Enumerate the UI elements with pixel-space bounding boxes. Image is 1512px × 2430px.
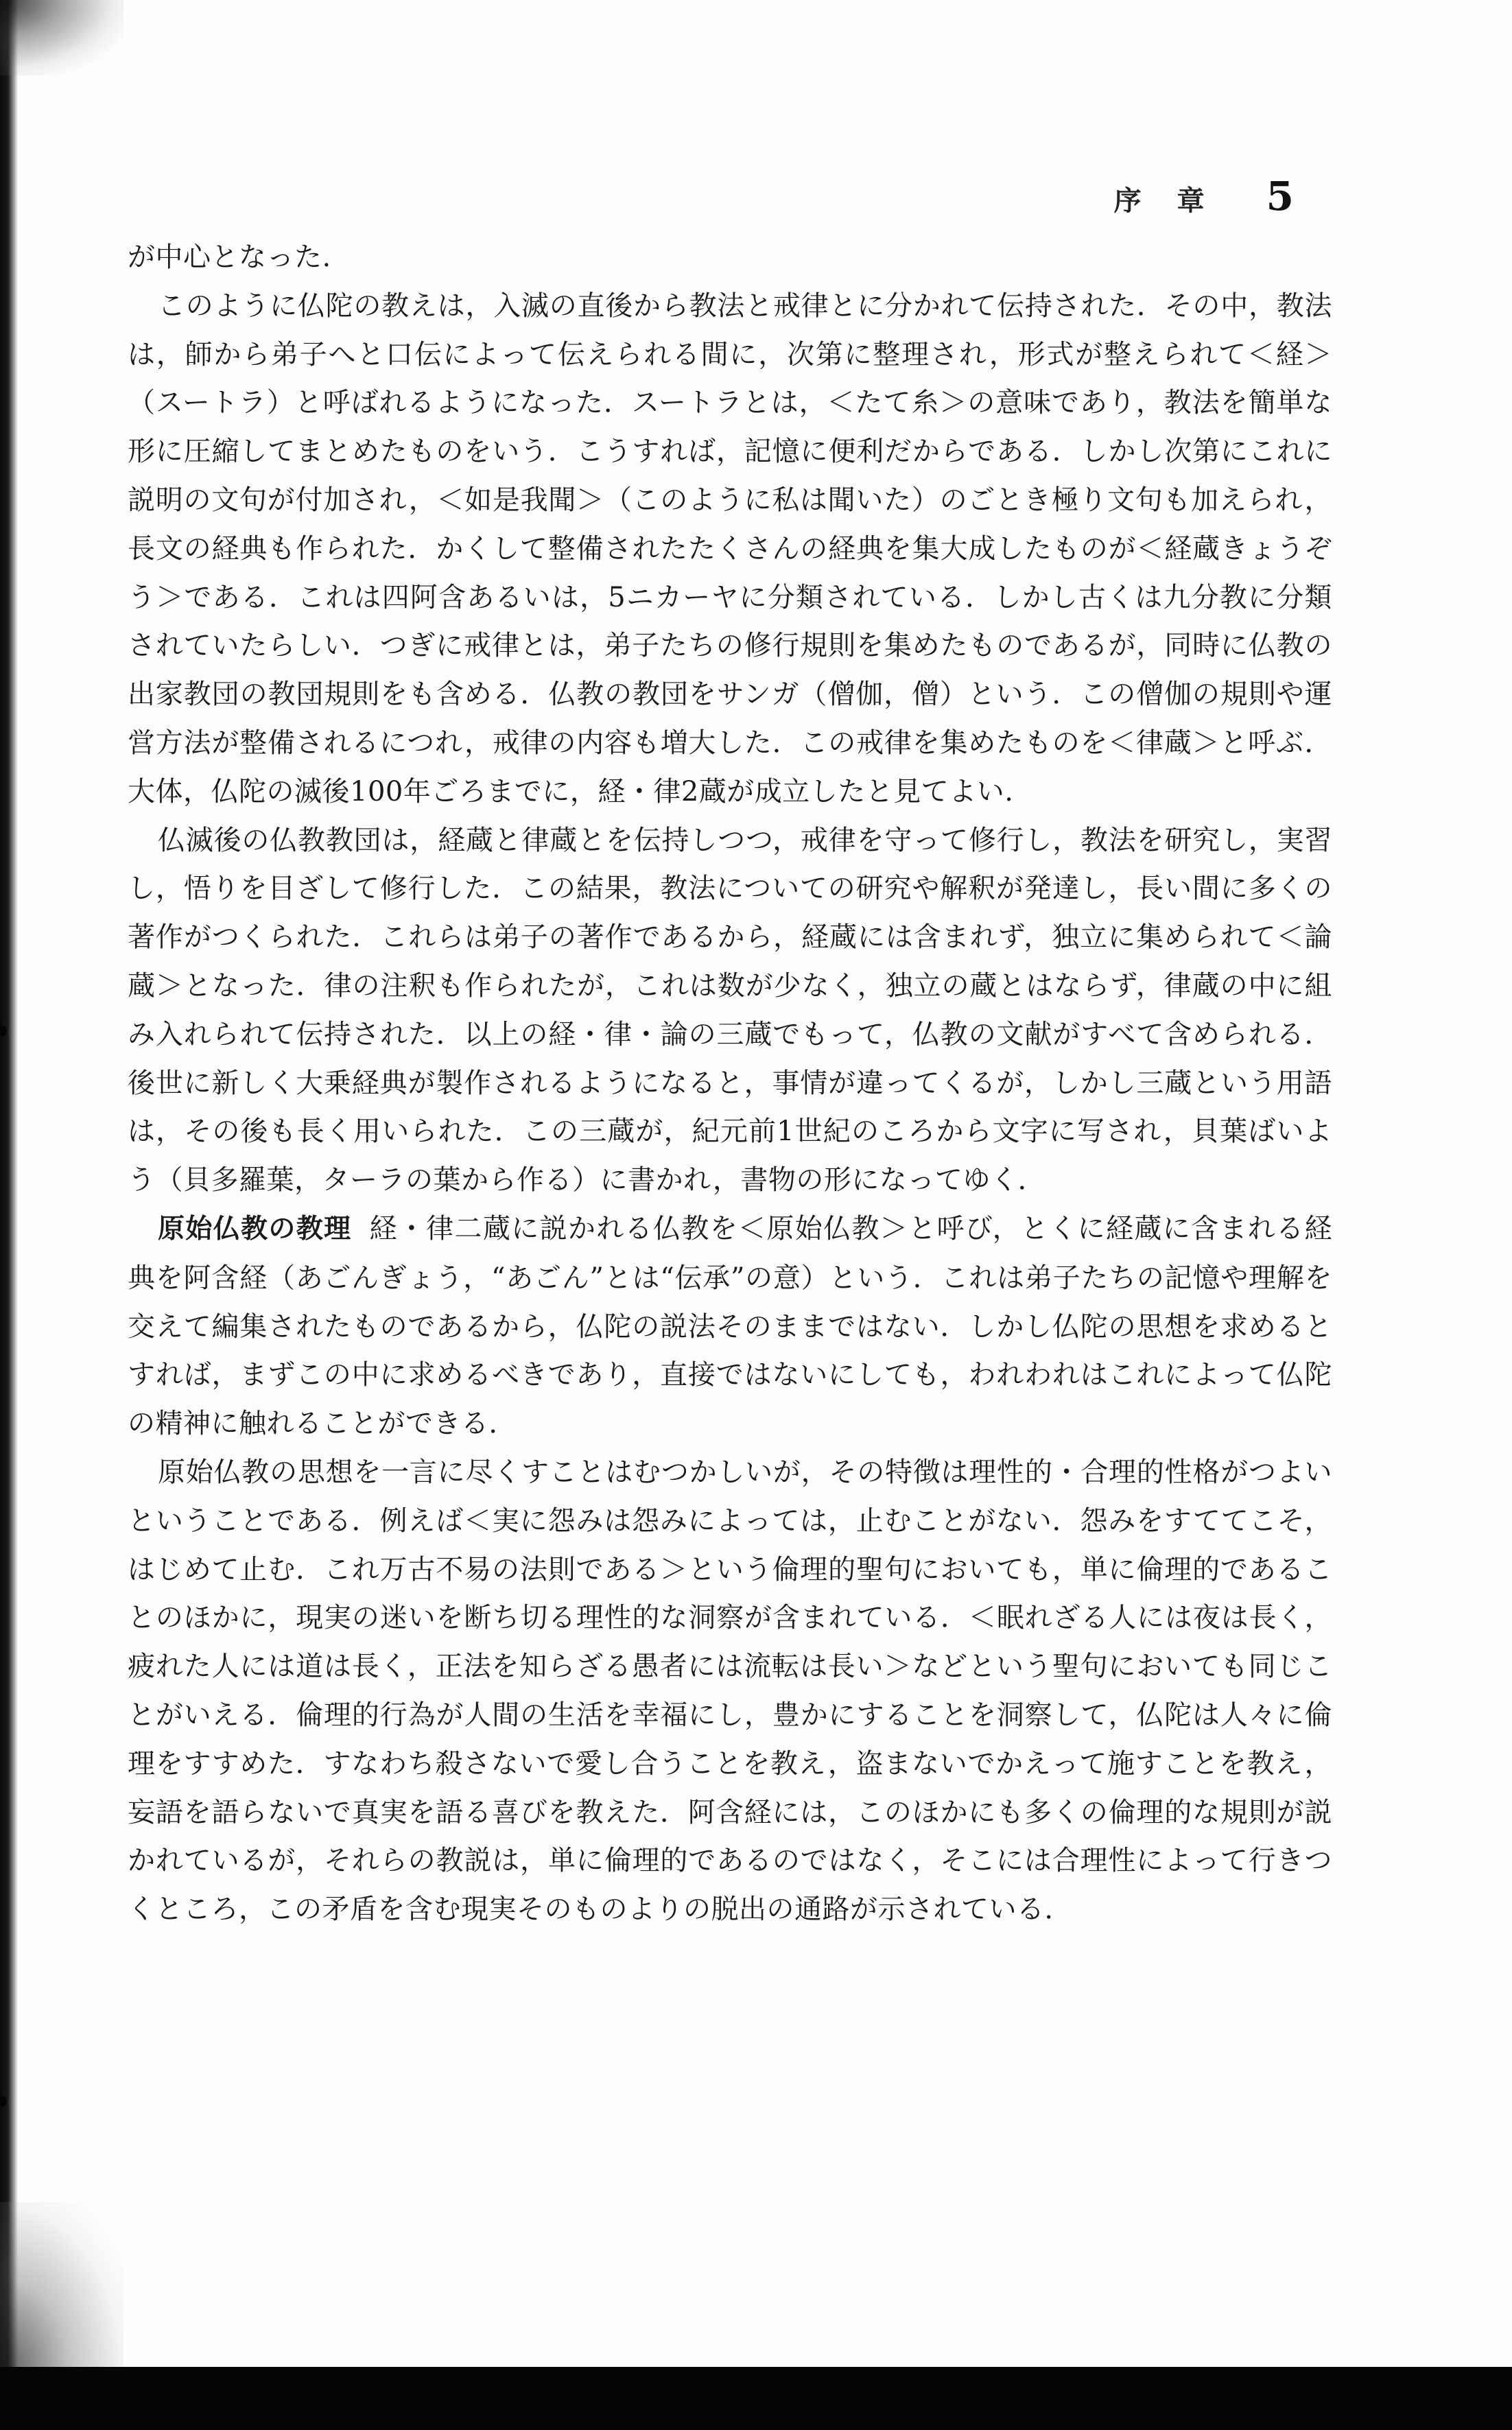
paragraph <box>128 816 1332 1205</box>
paragraph-text: このように仏陀の教えは，入滅の直後から教法と戒律とに分かれて伝持された．その中，教法は，師から弟子へと口伝によって伝えられる間に，次第に整理され，形式が整えられて＜経＞（スートラ）と呼ばれるようになった．スートラとは，＜たて糸＞の意味であり，教法を簡単な形に圧縮してまとめたものをいう．こうすれば，記憶に便利だからである．しかし次第にこれに説明の文句が付加され，＜如是我聞＞（このように私は聞いた）のごとき極り文句も加えられ，長文の経典も作られた．かくして整備されたたくさんの経典を集大成したものが＜経蔵きょうぞう＞である．これは四阿含あるいは，5ニカーヤに分類されている．しかし古くは九分教に分類されていたらしい．つぎに戒律とは，弟子たちの修行規則を集めたものであるが，同時に仏教の出家教団の教団規則をも含める．仏教の教団をサンガ（僧伽，僧）という．この僧伽の規則や運営方法が整備されるにつれ，戒律の内容も増大した．この戒律を集めたものを＜律蔵＞と呼ぶ．大体，仏陀の滅後100年ごろまでに，経・律2蔵が成立したと見てよい. <box>128 290 1332 807</box>
scan-shadow-left-edge <box>0 0 18 2430</box>
section-heading: 原始仏教の教理 <box>158 1213 352 1245</box>
running-head <box>1114 173 1294 220</box>
page-number: 5 <box>1266 173 1294 220</box>
body-text <box>128 233 1332 1934</box>
chapter-title: 序章 <box>1113 185 1240 217</box>
paragraph-text: 原始仏教の思想を一言に尽くすことはむつかしいが，その特徴は理性的・合理的性格がつよいということである．例えば＜実に怨みは怨みによっては，止むことがない．怨みをすててこそ，はじめて止む．これ万古不易の法則である＞という倫理的聖句においても，単に倫理的であることのほかに，現実の迷いを断ち切る理性的な洞察が含まれている．＜眠れざる人には夜は長く，疲れた人には道は長く，正法を知らざる愚者には流転は長い＞などという聖句においても同じことがいえる．倫理的行為が人間の生活を幸福にし，豊かにすることを洞察して，仏陀は人々に倫理をすすめた．すなわち殺さないで愛し合うことを教え，盗まないでかえって施すことを教え，妄語を語らないで真実を語る喜びを教えた．阿含経には，このほかにも多くの倫理的な規則が説かれているが，それらの教説は，単に倫理的であるのではなく，そこには合理性によって行きつくところ，この矛盾を含む現実そのものよりの脱出の通路が示されている． <box>128 1456 1332 1926</box>
paragraph <box>128 1448 1332 1934</box>
paragraph-text: 経・律二蔵に説かれる仏教を＜原始仏教＞と呼び，とくに経蔵に含まれる経典を阿含経（あごんぎょう，“あごん”とは“伝承”の意）という．これは弟子たちの記憶や理解を交えて編集されたものであるから，仏陀の説法そのままではない．しかし仏陀の思想を求めるとすれば，まずこの中に求めるべきであり，直接ではないにしても，われわれはこれによって仏陀の精神に触れることができる． <box>128 1212 1332 1440</box>
paragraph-with-heading <box>128 1205 1332 1448</box>
scan-smudge-top-left <box>0 0 123 75</box>
paragraph-text: が中心となった. <box>128 241 331 273</box>
scan-smudge-bottom-left <box>0 2202 123 2374</box>
paragraph-text: 仏滅後の仏教教団は，経蔵と律蔵とを伝持しつつ，戒律を守って修行し，教法を研究し，実習し，悟りを目ざして修行した．この結果，教法についての研究や解釈が発達し，長い間に多くの著作がつくられた．これらは弟子の著作であるから，経蔵には含まれず，独立に集められて＜論蔵＞となった．律の注釈も作られたが，これは数が少なく，独立の蔵とはならず，律蔵の中に組み入れられて伝持された．以上の経・律・論の三蔵でもって，仏教の文献がすべて含められる．後世に新しく大乗経典が製作されるようになると，事情が違ってくるが，しかし三蔵という用語は，その後も長く用いられた．この三蔵が，紀元前1世紀のころから文字に写され，貝葉ばいよう（貝多羅葉，ターラの葉から作る）に書かれ，書物の形になってゆく． <box>128 824 1332 1196</box>
paragraph <box>128 282 1332 816</box>
paragraph-continuation <box>128 233 1332 282</box>
scan-black-band-bottom <box>0 2367 1512 2430</box>
